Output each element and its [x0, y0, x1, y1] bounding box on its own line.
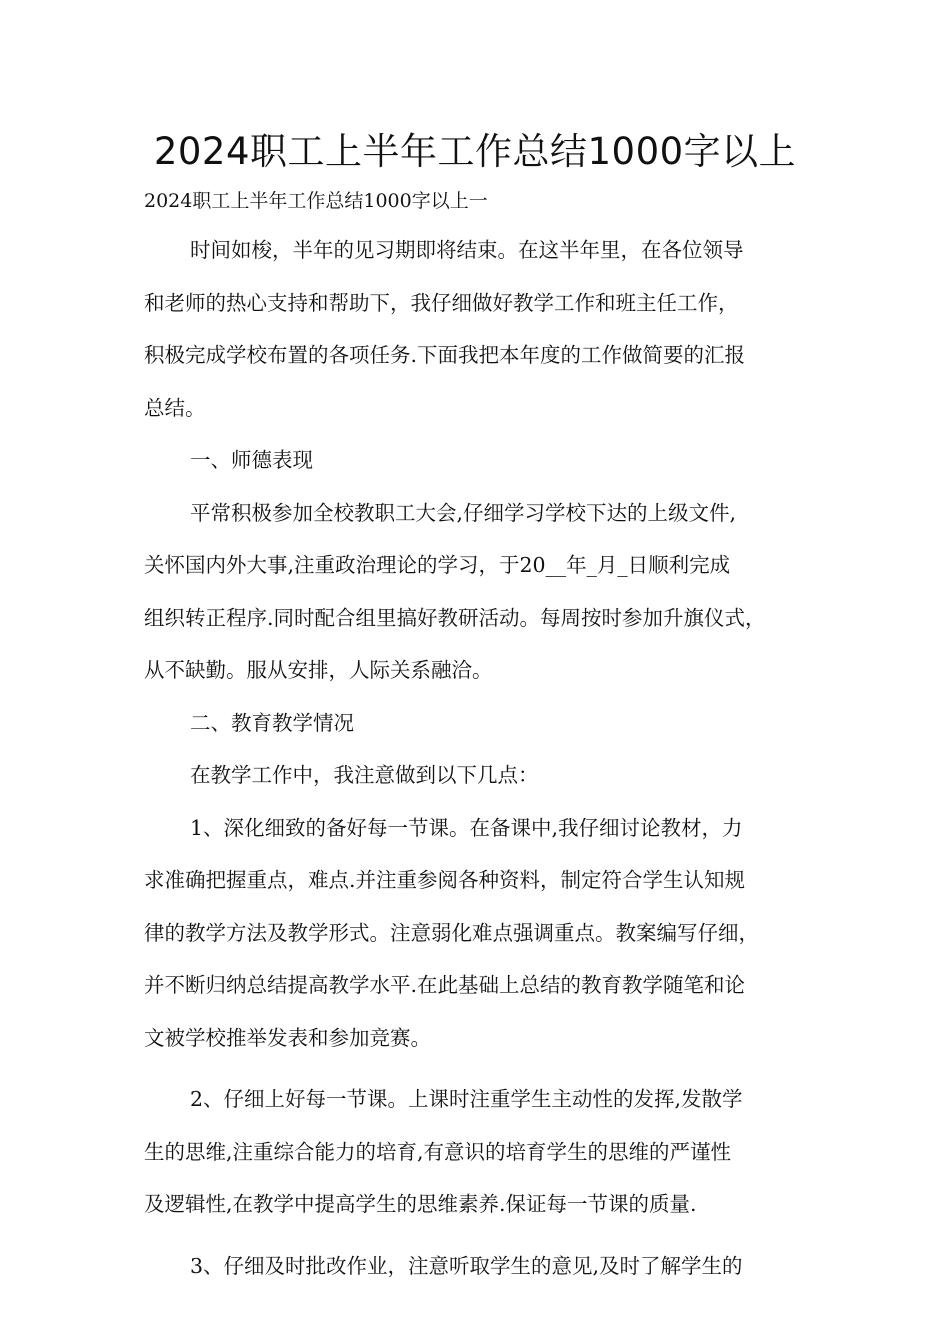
paragraph-line: 积极完成学校布置的各项任务.下面我把本年度的工作做简要的汇报	[144, 343, 746, 367]
section-heading: 一、师德表现	[190, 448, 313, 472]
paragraph-gap	[144, 1073, 824, 1082]
paragraph-line: 总结。	[144, 395, 206, 420]
paragraph-line: 时间如梭，半年的见习期即将结束。在这半年里，在各位领导	[190, 238, 744, 262]
paragraph-line: 生的思维,注重综合能力的培育,有意识的培育学生的思维的严谨性	[144, 1139, 732, 1164]
paragraph-line: 律的教学方法及教学形式。注意弱化难点强调重点。教案编写仔细，	[144, 920, 759, 945]
document-subtitle: 2024职工上半年工作总结1000字以上一	[144, 190, 488, 212]
paragraph-line: 文被学校推举发表和参加竞赛。	[144, 1025, 431, 1050]
document-title: 2024职工上半年工作总结1000字以上	[153, 130, 797, 173]
paragraph-line: 2、仔细上好每一节课。上课时注重学生主动性的发挥,发散学	[190, 1087, 743, 1111]
paragraph-line: 求准确把握重点，难点.并注重参阅各种资料，制定符合学生认知规	[144, 868, 746, 892]
paragraph-gap	[144, 1240, 824, 1249]
paragraph-line: 3、仔细及时批改作业，注意听取学生的意见,及时了解学生的	[190, 1253, 743, 1278]
paragraph-line: 关怀国内外大事,注重政治理论的学习，于20__年_月_日顺利完成	[144, 553, 731, 577]
paragraph-line: 组织转正程序.同时配合组里搞好教研活动。每周按时参加升旗仪式，	[144, 605, 766, 630]
paragraph-line: 从不缺勤。服从安排，人际关系融洽。	[144, 658, 493, 682]
paragraph-line: 1、深化细致的备好每一节课。在备课中,我仔细讨论教材，力	[190, 815, 743, 840]
document-body	[144, 233, 824, 1301]
paragraph-line: 和老师的热心支持和帮助下，我仔细做好教学工作和班主任工作，	[144, 290, 739, 315]
section-heading: 二、教育教学情况	[190, 710, 354, 735]
paragraph-line: 并不断归纳总结提高教学水平.在此基础上总结的教育教学随笔和论	[144, 973, 746, 997]
paragraph-line: 在教学工作中，我注意做到以下几点：	[190, 763, 539, 787]
paragraph-line: 及逻辑性,在教学中提高学生的思维素养.保证每一节课的质量.	[144, 1192, 697, 1216]
paragraph-line: 平常积极参加全校教职工大会,仔细学习学校下达的上级文件,	[190, 500, 737, 525]
